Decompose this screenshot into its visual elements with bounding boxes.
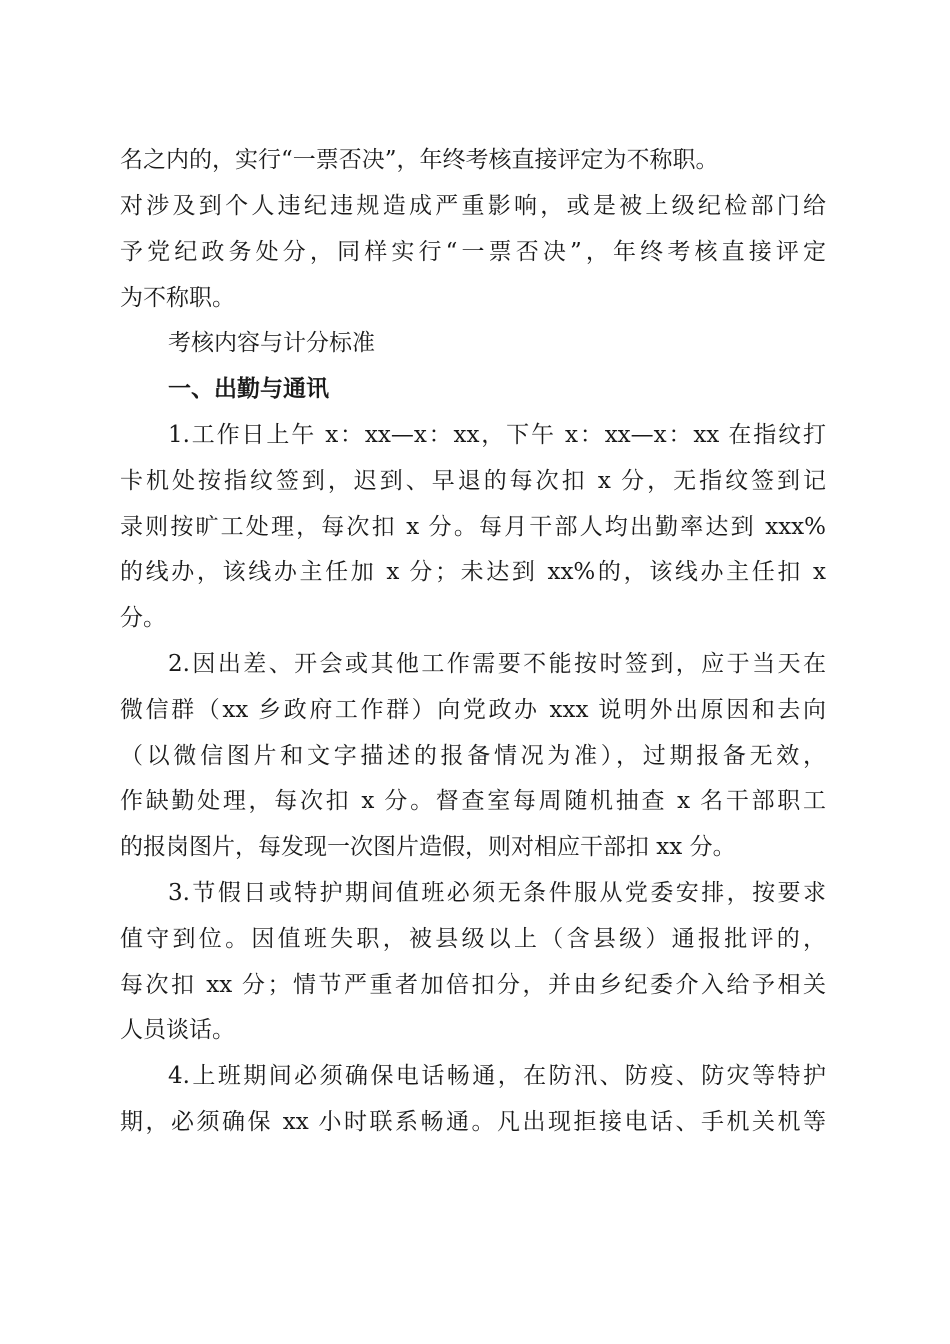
paragraph-line: 人员谈话。 — [120, 1017, 235, 1043]
paragraph-line: 作缺勤处理，每次扣 x 分。督查室每周随机抽查 x 名干部职工 — [120, 788, 826, 814]
paragraph-line: 2.因出差、开会或其他工作需要不能按时签到，应于当天在 — [168, 651, 826, 677]
paragraph-line: 3.节假日或特护期间值班必须无条件服从党委安排，按要求 — [168, 880, 826, 906]
paragraph-line: 名之内的，实行“一票否决”，年终考核直接评定为不称职。 — [120, 147, 719, 173]
section-subtitle: 考核内容与计分标准 — [168, 330, 375, 356]
paragraph-line: 4.上班期间必须确保电话畅通，在防汛、防疫、防灾等特护 — [168, 1063, 826, 1089]
paragraph-line: 录则按旷工处理，每次扣 x 分。每月干部人均出勤率达到 xxx% — [120, 514, 826, 540]
paragraph-line: 的报岗图片，每发现一次图片造假，则对相应干部扣 xx 分。 — [120, 834, 736, 860]
paragraph-line: 予党纪政务处分，同样实行“一票否决”，年终考核直接评定 — [120, 239, 826, 265]
paragraph-line: 分。 — [120, 605, 166, 631]
paragraph-line: 微信群（xx 乡政府工作群）向党政办 xxx 说明外出原因和去向 — [120, 697, 826, 723]
paragraph-line: 的线办，该线办主任加 x 分；未达到 xx%的，该线办主任扣 x — [120, 559, 826, 585]
paragraph-line: 期，必须确保 xx 小时联系畅通。凡出现拒接电话、手机关机等 — [120, 1109, 826, 1135]
paragraph-line: 值守到位。因值班失职，被县级以上（含县级）通报批评的， — [120, 926, 826, 952]
paragraph-line: （以微信图片和文字描述的报备情况为准），过期报备无效， — [120, 743, 826, 769]
paragraph-line: 1.工作日上午 x：xx—x：xx，下午 x：xx—x：xx 在指纹打 — [168, 422, 826, 448]
paragraph-line: 为不称职。 — [120, 285, 235, 311]
paragraph-line: 对涉及到个人违纪违规造成严重影响，或是被上级纪检部门给 — [120, 193, 826, 219]
section-heading: 一、出勤与通讯 — [168, 376, 329, 402]
paragraph-line: 每次扣 xx 分；情节严重者加倍扣分，并由乡纪委介入给予相关 — [120, 972, 826, 998]
paragraph-line: 卡机处按指纹签到，迟到、早退的每次扣 x 分，无指纹签到记 — [120, 468, 826, 494]
